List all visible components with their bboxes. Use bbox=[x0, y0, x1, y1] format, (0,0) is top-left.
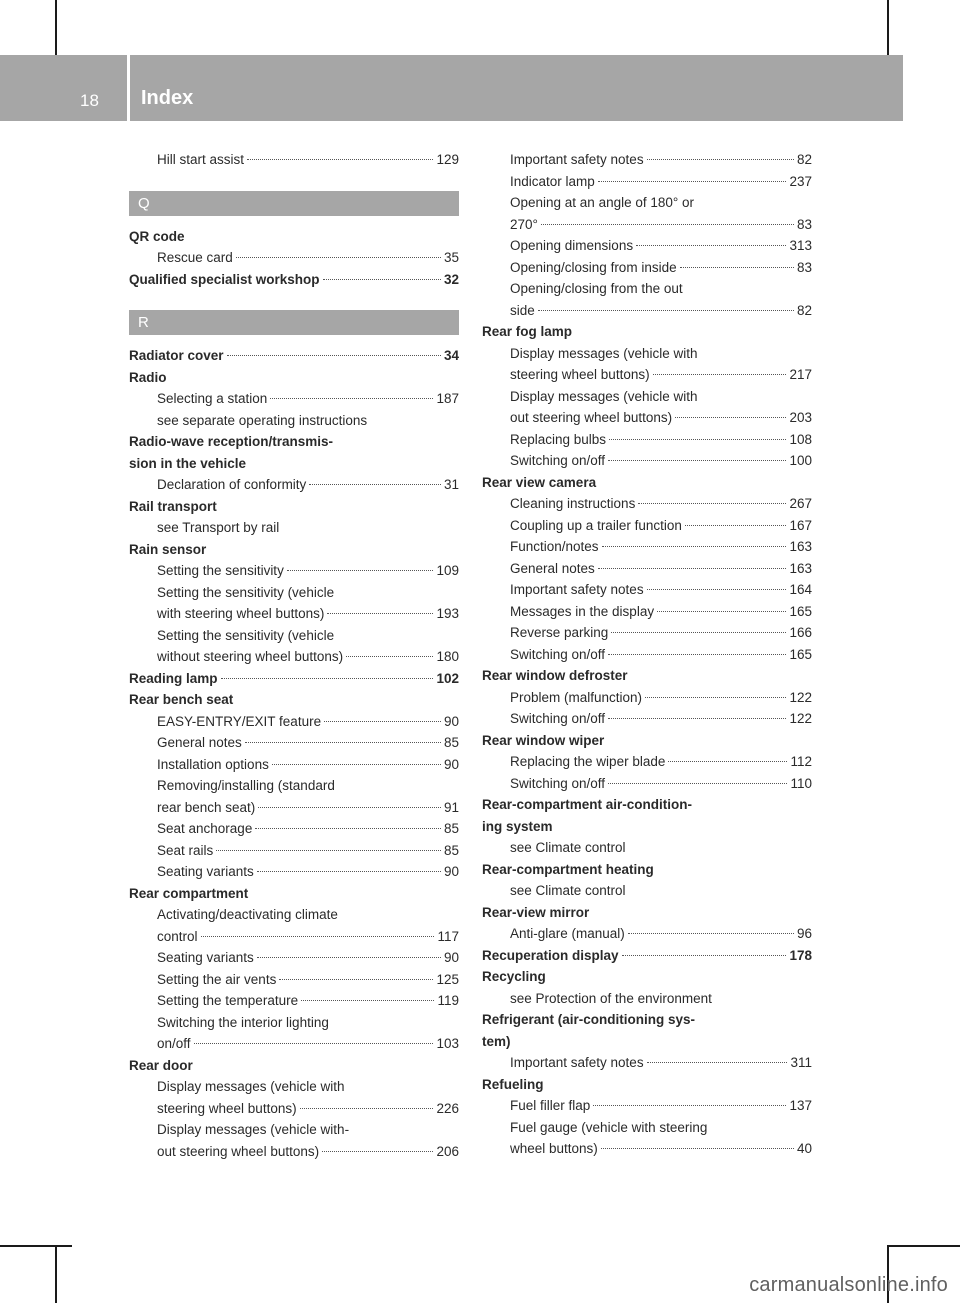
entry-text: EASY-ENTRY/EXIT feature bbox=[157, 713, 322, 729]
page-reference[interactable]: 31 bbox=[443, 477, 459, 492]
header-divider bbox=[127, 55, 130, 121]
dot-leader bbox=[300, 1108, 434, 1109]
entry-text: Coupling up a trailer function bbox=[510, 517, 682, 533]
page-reference[interactable]: 313 bbox=[789, 238, 812, 253]
index-entry[interactable] bbox=[129, 367, 459, 389]
entry-text: Rail transport bbox=[129, 498, 217, 514]
entry-text: Rear fog lamp bbox=[482, 324, 573, 339]
index-subentry[interactable] bbox=[129, 969, 459, 991]
entry-text: Installation options bbox=[157, 756, 269, 772]
entry-text: Switching the interior lighting bbox=[157, 1014, 329, 1030]
dot-leader bbox=[645, 697, 786, 698]
index-subentry[interactable] bbox=[129, 840, 459, 862]
page-reference[interactable]: 117 bbox=[437, 928, 459, 944]
index-subentry[interactable] bbox=[482, 923, 812, 945]
page-reference[interactable]: 193 bbox=[436, 606, 459, 621]
page-reference[interactable]: 187 bbox=[436, 391, 459, 406]
dot-leader bbox=[647, 159, 794, 160]
entry-text: ing system bbox=[482, 818, 553, 834]
page-reference[interactable]: 112 bbox=[790, 754, 812, 769]
crop-mark-bottom-left-v bbox=[55, 1245, 57, 1303]
dot-leader bbox=[608, 654, 786, 655]
entry-text: Opening/closing from the out bbox=[510, 281, 683, 296]
entry-text: Rear window defroster bbox=[482, 668, 628, 683]
dot-leader bbox=[636, 245, 786, 246]
entry-text: with steering wheel buttons) bbox=[157, 606, 325, 621]
dot-leader bbox=[255, 828, 441, 829]
dot-leader bbox=[685, 525, 787, 526]
entry-text: Setting the sensitivity (vehicle bbox=[157, 584, 335, 600]
index-subentry[interactable] bbox=[482, 429, 812, 451]
page-reference[interactable]: 32 bbox=[443, 271, 459, 287]
page-reference[interactable]: 100 bbox=[789, 453, 812, 468]
index-subentry[interactable] bbox=[482, 880, 812, 902]
crop-mark-top-right-v bbox=[887, 0, 889, 55]
entry-text: Display messages (vehicle with bbox=[510, 345, 698, 361]
entry-text: Cleaning instructions bbox=[510, 496, 636, 511]
dot-leader bbox=[680, 267, 794, 268]
page-reference[interactable]: 163 bbox=[789, 539, 812, 554]
page-number: 18 bbox=[80, 91, 99, 110]
index-subentry[interactable] bbox=[482, 343, 812, 365]
page-reference[interactable]: 82 bbox=[796, 302, 812, 318]
index-subentry[interactable] bbox=[482, 644, 812, 666]
index-subentry[interactable] bbox=[129, 926, 459, 948]
entry-text: Seat anchorage bbox=[157, 821, 253, 836]
dot-leader bbox=[675, 417, 786, 418]
index-subentry[interactable] bbox=[482, 558, 812, 580]
dot-leader bbox=[608, 460, 786, 461]
page-reference[interactable]: 180 bbox=[436, 649, 459, 664]
page-reference[interactable]: 110 bbox=[790, 775, 812, 791]
index-entry[interactable] bbox=[129, 668, 459, 690]
entry-text: Selecting a station bbox=[157, 391, 268, 406]
dot-leader bbox=[272, 764, 441, 765]
entry-text: Rear bench seat bbox=[129, 692, 234, 707]
index-subentry[interactable] bbox=[129, 410, 459, 432]
page-reference[interactable]: 90 bbox=[443, 756, 459, 772]
entry-text: steering wheel buttons) bbox=[510, 367, 650, 382]
page-reference[interactable]: 164 bbox=[789, 582, 812, 597]
index-entry[interactable] bbox=[129, 453, 459, 475]
entry-text: Important safety notes bbox=[510, 582, 644, 597]
index-entry[interactable] bbox=[482, 665, 812, 687]
entry-text: Opening/closing from inside bbox=[510, 259, 677, 275]
index-subentry[interactable] bbox=[482, 773, 812, 795]
index-subentry[interactable] bbox=[482, 536, 812, 558]
dot-leader bbox=[324, 721, 441, 722]
page-reference[interactable]: 103 bbox=[436, 1036, 459, 1051]
entry-text: Declaration of conformity bbox=[157, 477, 307, 492]
entry-text: Rear-compartment air-condition- bbox=[482, 797, 693, 812]
dot-leader bbox=[608, 783, 787, 784]
dot-leader bbox=[541, 224, 794, 225]
entry-text: on/off bbox=[157, 1036, 191, 1051]
entry-text: rear bench seat) bbox=[157, 799, 256, 815]
dot-leader bbox=[346, 656, 433, 657]
index-entry[interactable] bbox=[482, 1074, 812, 1096]
index-subentry[interactable] bbox=[482, 364, 812, 386]
page-reference[interactable]: 129 bbox=[436, 152, 459, 167]
dot-leader bbox=[257, 957, 441, 958]
entry-text: Rear-view mirror bbox=[482, 904, 590, 920]
index-subentry[interactable] bbox=[129, 947, 459, 969]
page-reference[interactable]: 85 bbox=[443, 842, 459, 858]
index-entry[interactable] bbox=[482, 859, 812, 881]
entry-text: Fuel filler flap bbox=[510, 1098, 591, 1113]
dot-leader bbox=[598, 181, 787, 182]
index-subentry[interactable] bbox=[482, 1052, 812, 1074]
entry-text: Radio-wave reception/transmis- bbox=[129, 434, 334, 449]
dot-leader bbox=[236, 257, 441, 258]
page-reference[interactable]: 167 bbox=[789, 517, 812, 533]
index-subentry[interactable] bbox=[482, 837, 812, 859]
dot-leader bbox=[221, 678, 434, 679]
dot-leader bbox=[609, 439, 786, 440]
dot-leader bbox=[301, 1000, 434, 1001]
index-subentry[interactable] bbox=[129, 625, 459, 647]
entry-text: Reverse parking bbox=[510, 625, 609, 640]
entry-text: see Climate control bbox=[510, 840, 626, 855]
index-subentry[interactable] bbox=[129, 1141, 459, 1163]
entry-text: Important safety notes bbox=[510, 152, 644, 167]
page-reference[interactable]: 122 bbox=[789, 689, 812, 705]
index-subentry[interactable] bbox=[482, 579, 812, 601]
dot-leader bbox=[647, 589, 787, 590]
page-reference[interactable]: 163 bbox=[789, 560, 812, 576]
entry-text: Display messages (vehicle with bbox=[157, 1079, 345, 1094]
page-reference[interactable]: 165 bbox=[789, 646, 812, 662]
dot-leader bbox=[657, 611, 786, 612]
index-subentry[interactable] bbox=[482, 622, 812, 644]
entry-text: QR code bbox=[129, 228, 185, 244]
dot-leader bbox=[647, 1062, 788, 1063]
dot-leader bbox=[216, 850, 441, 851]
index-subentry[interactable] bbox=[129, 904, 459, 926]
page-reference[interactable]: 125 bbox=[436, 971, 459, 987]
entry-text: Important safety notes bbox=[510, 1055, 644, 1070]
index-subentry[interactable] bbox=[129, 990, 459, 1012]
crop-mark-bottom-left-h bbox=[0, 1245, 72, 1247]
entry-text: Setting the temperature bbox=[157, 993, 299, 1008]
index-subentry[interactable] bbox=[129, 797, 459, 819]
entry-text: 270° bbox=[510, 216, 538, 232]
index-entry[interactable] bbox=[482, 902, 812, 924]
entry-text: Rear window wiper bbox=[482, 732, 605, 748]
entry-text: Qualified specialist workshop bbox=[129, 271, 320, 287]
entry-text: wheel buttons) bbox=[510, 1141, 598, 1156]
page-reference[interactable]: 267 bbox=[789, 496, 812, 511]
entry-text: see Climate control bbox=[510, 883, 626, 898]
index-entry[interactable] bbox=[482, 1031, 812, 1053]
index-entry[interactable] bbox=[129, 1055, 459, 1077]
entry-text: sion in the vehicle bbox=[129, 455, 247, 471]
entry-text: see separate operating instructions bbox=[157, 412, 368, 428]
index-subentry[interactable] bbox=[129, 646, 459, 668]
index-subentry[interactable] bbox=[129, 582, 459, 604]
dot-leader bbox=[201, 936, 435, 937]
index-subentry[interactable] bbox=[482, 687, 812, 709]
page-reference[interactable]: 82 bbox=[796, 152, 812, 167]
index-subentry[interactable] bbox=[129, 1076, 459, 1098]
page-reference[interactable]: 122 bbox=[789, 711, 812, 726]
page-reference[interactable]: 91 bbox=[443, 799, 459, 815]
index-subentry[interactable] bbox=[482, 214, 812, 236]
entry-text: Opening dimensions bbox=[510, 238, 634, 253]
entry-text: Seating variants bbox=[157, 950, 254, 965]
dot-leader bbox=[601, 1148, 794, 1149]
dot-leader bbox=[309, 484, 441, 485]
crop-mark-top-left-v bbox=[55, 0, 57, 55]
entry-text: Rear door bbox=[129, 1057, 193, 1073]
index-subentry[interactable] bbox=[129, 247, 459, 269]
index-subentry[interactable] bbox=[129, 388, 459, 410]
entry-text: Setting the sensitivity (vehicle bbox=[157, 627, 335, 643]
entry-text: Recuperation display bbox=[482, 947, 619, 963]
section-letter-bar: R bbox=[129, 310, 459, 335]
index-subentry[interactable] bbox=[482, 708, 812, 730]
index-entry[interactable] bbox=[482, 794, 812, 816]
page-reference[interactable]: 108 bbox=[789, 431, 812, 447]
entry-text: Switching on/off bbox=[510, 775, 606, 791]
index-column-right bbox=[482, 149, 812, 1160]
entry-text: Switching on/off bbox=[510, 711, 606, 726]
page-reference[interactable]: 109 bbox=[436, 563, 459, 578]
index-entry[interactable] bbox=[482, 816, 812, 838]
entry-text: Display messages (vehicle with- bbox=[157, 1122, 350, 1137]
dot-leader bbox=[323, 279, 441, 280]
entry-text: control bbox=[157, 928, 198, 944]
dot-leader bbox=[258, 807, 441, 808]
index-subentry[interactable] bbox=[129, 861, 459, 883]
dot-leader bbox=[245, 742, 441, 743]
entry-text: Rear view camera bbox=[482, 474, 597, 490]
entry-text: Radiator cover bbox=[129, 348, 224, 363]
entry-text: Fuel gauge (vehicle with steering bbox=[510, 1119, 708, 1135]
header-band bbox=[0, 55, 903, 121]
page-reference[interactable]: 85 bbox=[443, 821, 459, 836]
entry-text: Refueling bbox=[482, 1076, 544, 1092]
dot-leader bbox=[327, 613, 433, 614]
crop-mark-bottom-right-h bbox=[887, 1245, 960, 1247]
section-letter-bar: Q bbox=[129, 191, 459, 216]
page-reference[interactable]: 217 bbox=[789, 367, 812, 382]
page-reference[interactable]: 203 bbox=[789, 410, 812, 425]
index-subentry[interactable] bbox=[482, 300, 812, 322]
entry-text: Messages in the display bbox=[510, 603, 655, 619]
page-reference[interactable]: 90 bbox=[443, 713, 459, 729]
entry-text: Rear compartment bbox=[129, 885, 249, 901]
index-entry[interactable] bbox=[129, 496, 459, 518]
entry-text: Problem (malfunction) bbox=[510, 689, 643, 705]
entry-text: Replacing the wiper blade bbox=[510, 754, 666, 769]
entry-text: out steering wheel buttons) bbox=[157, 1143, 320, 1159]
page-reference[interactable]: 83 bbox=[796, 259, 812, 275]
index-column-left bbox=[129, 149, 459, 1162]
index-subentry[interactable] bbox=[129, 711, 459, 733]
page-reference[interactable]: 90 bbox=[443, 864, 459, 879]
index-entry[interactable] bbox=[129, 883, 459, 905]
entry-text: Activating/deactivating climate bbox=[157, 907, 338, 922]
dot-leader bbox=[538, 310, 794, 311]
index-entry[interactable] bbox=[482, 945, 812, 967]
entry-text: Switching on/off bbox=[510, 453, 606, 468]
index-subentry[interactable] bbox=[482, 192, 812, 214]
entry-text: Indicator lamp bbox=[510, 173, 595, 189]
index-subentry[interactable] bbox=[129, 754, 459, 776]
entry-text: Removing/installing (standard bbox=[157, 778, 335, 793]
entry-text: Recycling bbox=[482, 969, 546, 984]
page-reference[interactable]: 119 bbox=[437, 993, 459, 1008]
page-title: Index bbox=[141, 87, 194, 109]
dot-leader bbox=[653, 374, 787, 375]
entry-text: Rear-compartment heating bbox=[482, 861, 654, 877]
index-subentry[interactable] bbox=[482, 257, 812, 279]
entry-text: Seat rails bbox=[157, 842, 214, 858]
entry-text: without steering wheel buttons) bbox=[157, 649, 344, 664]
entry-text: Function/notes bbox=[510, 539, 599, 554]
dot-leader bbox=[247, 159, 433, 160]
index-entry[interactable] bbox=[482, 966, 812, 988]
dot-leader bbox=[622, 955, 787, 956]
dot-leader bbox=[279, 979, 433, 980]
entry-text: Anti-glare (manual) bbox=[510, 926, 625, 941]
entry-text: tem) bbox=[482, 1033, 511, 1049]
index-subentry[interactable] bbox=[482, 1095, 812, 1117]
watermark: carmanualsonline.info bbox=[749, 1274, 948, 1296]
page-reference[interactable]: 90 bbox=[443, 950, 459, 965]
entry-text: Setting the sensitivity bbox=[157, 563, 284, 578]
index-subentry[interactable] bbox=[482, 493, 812, 515]
page-reference[interactable]: 226 bbox=[436, 1100, 459, 1116]
page-reference[interactable]: 102 bbox=[436, 670, 459, 686]
page-reference[interactable]: 206 bbox=[436, 1143, 459, 1159]
index-subentry[interactable] bbox=[482, 515, 812, 537]
index-subentry[interactable] bbox=[482, 601, 812, 623]
dot-leader bbox=[322, 1151, 433, 1152]
page-reference[interactable]: 40 bbox=[796, 1141, 812, 1156]
dot-leader bbox=[628, 933, 794, 934]
dot-leader bbox=[270, 398, 433, 399]
entry-text: Switching on/off bbox=[510, 646, 606, 662]
entry-text: steering wheel buttons) bbox=[157, 1100, 297, 1116]
entry-text: Replacing bulbs bbox=[510, 431, 607, 447]
entry-text: Rain sensor bbox=[129, 541, 207, 557]
entry-text: see Protection of the environment bbox=[510, 990, 712, 1006]
entry-text: Display messages (vehicle with bbox=[510, 388, 698, 404]
index-subentry[interactable] bbox=[482, 450, 812, 472]
page-reference[interactable]: 35 bbox=[443, 250, 459, 265]
entry-text: Radio bbox=[129, 369, 167, 385]
index-entry[interactable] bbox=[129, 689, 459, 711]
index-entry[interactable] bbox=[129, 345, 459, 367]
index-subentry[interactable] bbox=[129, 732, 459, 754]
dot-leader bbox=[611, 632, 786, 633]
entry-text: Hill start assist bbox=[157, 152, 245, 167]
index-subentry[interactable] bbox=[482, 751, 812, 773]
index-subentry[interactable] bbox=[482, 235, 812, 257]
index-subentry[interactable] bbox=[482, 278, 812, 300]
page-reference[interactable]: 165 bbox=[789, 603, 812, 619]
page-reference[interactable]: 166 bbox=[789, 625, 812, 640]
index-subentry[interactable] bbox=[482, 1117, 812, 1139]
page-reference[interactable]: 85 bbox=[443, 735, 459, 750]
index-subentry[interactable] bbox=[482, 988, 812, 1010]
index-entry[interactable] bbox=[129, 539, 459, 561]
index-subentry[interactable] bbox=[129, 818, 459, 840]
index-subentry[interactable] bbox=[129, 474, 459, 496]
index-entry[interactable] bbox=[482, 1009, 812, 1031]
entry-text: General notes bbox=[510, 560, 595, 576]
entry-text: Refrigerant (air-conditioning sys- bbox=[482, 1012, 696, 1027]
index-subentry[interactable] bbox=[129, 1098, 459, 1120]
page-reference[interactable]: 96 bbox=[796, 926, 812, 941]
dot-leader bbox=[668, 761, 787, 762]
index-subentry[interactable] bbox=[482, 386, 812, 408]
entry-text: out steering wheel buttons) bbox=[510, 410, 673, 425]
index-subentry[interactable] bbox=[129, 560, 459, 582]
page-reference[interactable]: 311 bbox=[790, 1055, 812, 1070]
dot-leader bbox=[227, 355, 441, 356]
index-subentry[interactable] bbox=[129, 517, 459, 539]
dot-leader bbox=[602, 546, 787, 547]
dot-leader bbox=[598, 568, 787, 569]
index-entry[interactable] bbox=[129, 269, 459, 291]
dot-leader bbox=[194, 1043, 434, 1044]
page-reference[interactable]: 83 bbox=[796, 216, 812, 232]
entry-text: Opening at an angle of 180° or bbox=[510, 195, 695, 210]
dot-leader bbox=[593, 1105, 786, 1106]
index-entry[interactable] bbox=[482, 472, 812, 494]
index-subentry[interactable] bbox=[482, 171, 812, 193]
entry-text: Seating variants bbox=[157, 864, 254, 879]
dot-leader bbox=[287, 570, 434, 571]
page-reference[interactable]: 34 bbox=[443, 348, 459, 363]
index-subentry[interactable] bbox=[482, 149, 812, 171]
index-subentry[interactable] bbox=[129, 1033, 459, 1055]
entry-text: Rescue card bbox=[157, 250, 233, 265]
index-subentry[interactable] bbox=[129, 603, 459, 625]
index-entry[interactable] bbox=[129, 226, 459, 248]
index-subentry[interactable] bbox=[129, 149, 459, 171]
entry-text: Reading lamp bbox=[129, 670, 218, 686]
entry-text: see Transport by rail bbox=[157, 520, 280, 535]
index-subentry[interactable] bbox=[129, 1119, 459, 1141]
dot-leader bbox=[257, 871, 441, 872]
dot-leader bbox=[608, 718, 786, 719]
index-subentry[interactable] bbox=[482, 407, 812, 429]
index-subentry[interactable] bbox=[129, 775, 459, 797]
dot-leader bbox=[638, 503, 786, 504]
index-subentry[interactable] bbox=[129, 1012, 459, 1034]
page-reference[interactable]: 237 bbox=[789, 173, 812, 189]
index-subentry[interactable] bbox=[482, 1138, 812, 1160]
index-entry[interactable] bbox=[129, 431, 459, 453]
entry-text: side bbox=[510, 302, 535, 318]
index-entry[interactable] bbox=[482, 730, 812, 752]
page-reference[interactable]: 178 bbox=[789, 947, 812, 963]
page-reference[interactable]: 137 bbox=[789, 1098, 812, 1113]
entry-text: Setting the air vents bbox=[157, 971, 277, 987]
index-entry[interactable] bbox=[482, 321, 812, 343]
entry-text: General notes bbox=[157, 735, 242, 750]
